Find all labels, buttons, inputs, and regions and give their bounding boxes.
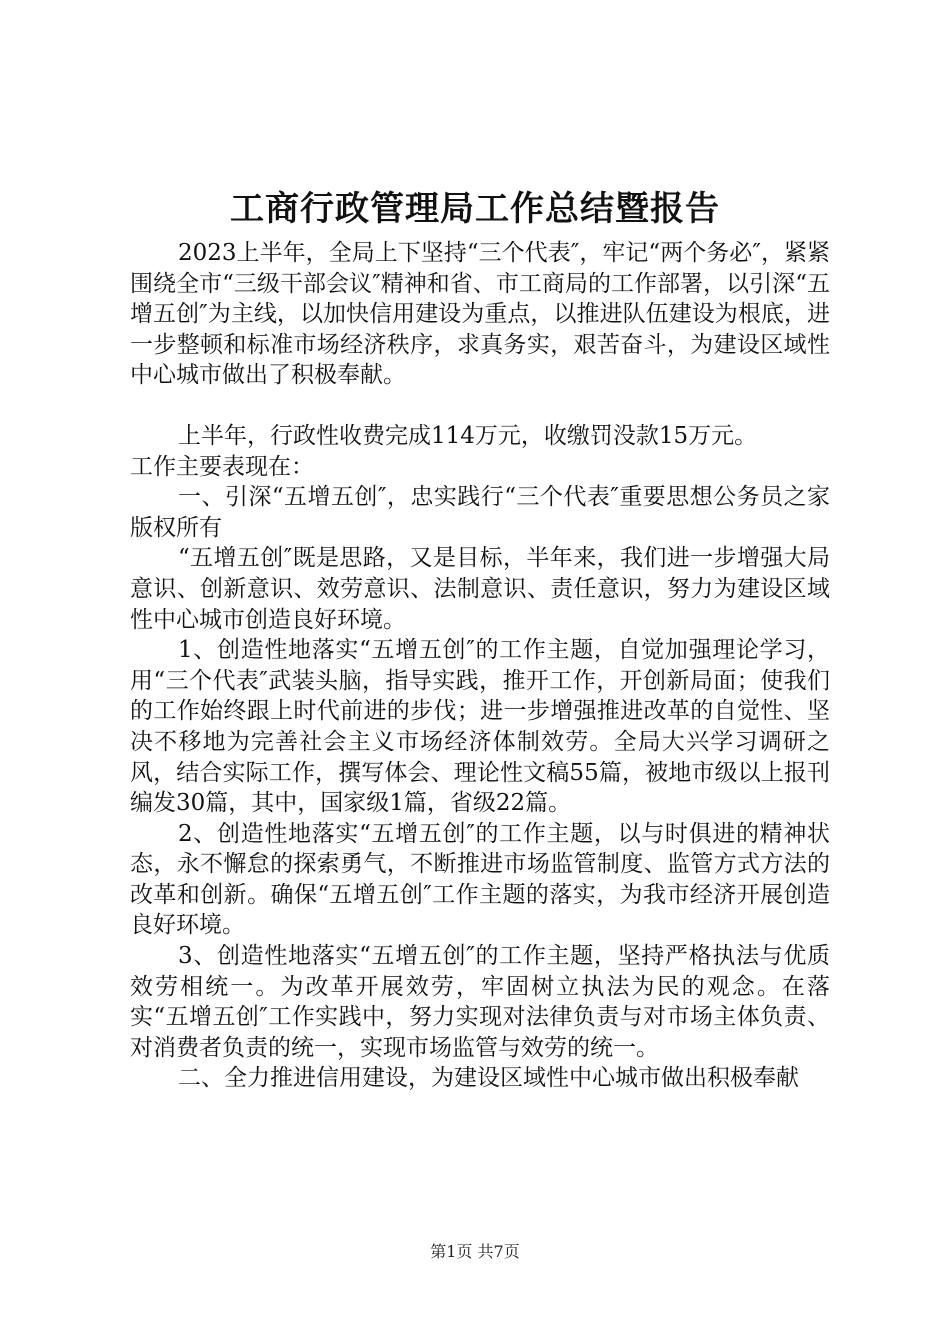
document-title: 工商行政管理局工作总结暨报告 <box>230 189 720 229</box>
paragraph-item-2: 2、创造性地落实“五增五创″的工作主题，以与时俱进的精神状态，永不懈怠的探索勇气，不断推进市场监管制度、监管方式方法的改革和创新。确保“五增五创″工作主题的落实，为我市经济开展创造良好环境。 <box>130 820 830 939</box>
document-body <box>130 238 830 1094</box>
paragraph-gap <box>130 391 830 421</box>
paragraph-work-summary: 工作主要表现在： <box>130 453 314 480</box>
paragraph-five-increase: “五增五创″既是思路，又是目标，半年来，我们进一步增强大局意识、创新意识、效劳意识、法制意识、责任意识，努力为建设区域性中心城市创造良好环境。 <box>130 545 830 633</box>
paragraph-intro: 2023上半年，全局上下坚持“三个代表″，牢记“两个务必″，紧紧围绕全市“三级干部会议″精神和省、市工商局的工作部署，以引深“五增五创″为主线，以加快信用建设为重点，以推进队伍建设为根底，进一步整顿和标准市场经济秩序，求真务实，艰苦奋斗，为建设区域性中心城市做出了积极奉献。 <box>130 240 830 389</box>
section-heading-1: 一、引深“五增五创″，忠实践行“三个代表″重要思想公务员之家版权所有 <box>130 484 830 541</box>
page-footer: 第1页 共7页 <box>430 1242 520 1261</box>
paragraph-revenue: 上半年，行政性收费完成114万元，收缴罚没款15万元。 <box>178 422 758 449</box>
paragraph-item-1: 1、创造性地落实“五增五创″的工作主题，自觉加强理论学习，用“三个代表″武装头脑，指导实践，推开工作，开创新局面；使我们的工作始终跟上时代前进的步伐；进一步增强推进改革的自觉性、坚决不移地为完善社会主义市场经济体制效劳。全局大兴学习调研之风，结合实际工作，撰写体会、理论性文稿55篇，被地市级以上报刊编发30篇，其中，国家级1篇，省级22篇。 <box>130 637 830 817</box>
section-heading-2: 二、全力推进信用建设，为建设区域性中心城市做出积极奉献 <box>178 1065 799 1092</box>
paragraph-item-3: 3、创造性地落实“五增五创″的工作主题，坚持严格执法与优质效劳相统一。为改革开展效劳，牢固树立执法为民的观念。在落实“五增五创″工作实践中，努力实现对法律负责与对市场主体负责、对消费者负责的统一，实现市场监管与效劳的统一。 <box>130 943 830 1061</box>
